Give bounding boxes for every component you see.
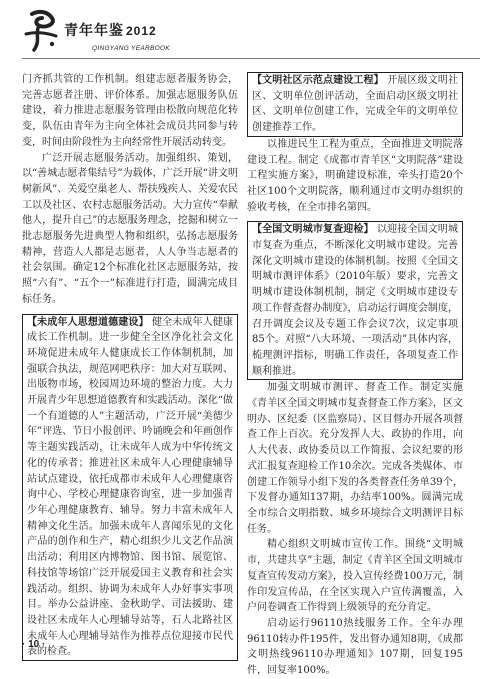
section-box-minors-moral-education <box>22 314 238 661</box>
paragraph: 广泛开展志愿服务活动。加强组织、策划，以“善城志愿者集结号”为载体，广泛开展“讲文明树新风”、关爱空巢老人、帮扶残疾人、关爱农民工以及社区、农村志愿服务活动。大力宣传“奉献他人，提升自己”的志愿服务理念，挖掘和树立一批志愿服务先进典型人物和组织，弘扬志愿服务精神，营造人人都是志愿者，人人争当志愿者的社会氛围。确定12个标准化社区志愿服务站，按照“六有”、“五个一”标准进行打造，圆满完成目标任务。 <box>22 152 238 305</box>
section-heading: 【未成年人思想道德建设】 <box>27 316 149 328</box>
section-text: 开展区级文明社区、文明单位创评活动，全面启动区级文明社区、文明单位创建工作，完成全年的文明单位创建推荐工作。 <box>252 75 458 134</box>
paragraph: 加强文明城市测评、督查工作。制定实施《青羊区全国文明城市复查督查工作方案》，区文明办、区纪委（区监察局）、区目督办开展各项督查工作上百次。充分发挥人大、政协的作用，向人大代表、政协委员以工作简报、会议纪要的形式汇报复查迎检工作10余次。完成各类媒体、市创建工作领导小组下发的各类督查任务单39个，下发督办通知137期，办结率100%。圆满完成全市综合文明指数、城乡环境综合文明测评目标任务。 <box>247 382 463 535</box>
header-divider <box>22 58 480 59</box>
section-text: 健全未成年人健康成长工作机制。进一步健全全区净化社会文化环境促进未成年人健康成长工作体制机制，加强联合执法，规范网吧秩序：加大对互联网、出版物市场，校园周边环境的整治力度。大力开展青少年思想道德教育和实践活动。深化“做一个有道德的人”主题活动，广泛开展“美德少年”评选、节日小报创评、吟诵晚会和年画创作等主题实践活动，让未成年人成为中华传统文化的传承者；推进社区未成年人心理健康辅导站试点建设，依托成都市未成年人心理健康咨询中心、学校心理健康咨询室，进一步加强青少年心理健康教育、辅导。努力丰富未成年人精神文化生活。加强未成年人喜闻乐见的文化产品的创作和生产，精心组织少儿文艺作品演出活动；利用区内博物馆、图书馆、展览馆、科技馆等场馆广泛开展爱国主义教育和社会实践活动。组织、协调为未成年人办好事实事项目。举办公益讲座、金秋助学、司法援助、建设社区未成年人心理辅导站等，石人北路社区未成年人心理辅导站作为推荐点位迎接市民代表的检查。 <box>27 316 233 658</box>
yearbook-title: 青年年鉴 2012 <box>64 23 157 39</box>
paragraph: 启动运行96110热线服务工作。全年办理96110转办件195件，发出督办通知8期，《成都文明热线96110办理通知》107期，回复195件，回复率100%。 <box>247 617 463 677</box>
paragraph: 精心组织文明城市宣传工作。围绕“文明城市，共建共享”主题，制定《青羊区全国文明城市复查宣传发动方案》，投入宣传经费100万元，制作印发宣传品，在全区实现入户宣传满覆盖，入户问卷调查工作得到上级领导的充分肯定。 <box>247 539 463 614</box>
section-text: 以迎接全国文明城市复查为重点，不断深化文明城市建设。完善深化文明城市建设的体制机制。按照《全国文明城市测评体系》（2010年版）要求，完善文明城市建设体制机制，制定《文明城市建设专项工作督查督办制度》，启动运行调度会制度，召开调度会议及专题工作会议7次，议定事项85个。对照“八大环境、一项活动”具体内容，梳理测评指标，明确工作责任，各项复查工作顺利推进。 <box>252 224 458 377</box>
qingyang-brush-logo-icon <box>22 8 62 54</box>
paragraph: 以推进民生工程为重点，全面推进文明院落建设工程。制定《成都市青羊区“文明院落”建设工程实施方案》，明确建设标准，牵头打造20个社区100个文明院落，顺利通过市文明办组织的验收考核，在全市排名第四。 <box>247 138 463 213</box>
right-column <box>247 72 463 679</box>
page-header <box>22 8 462 64</box>
left-column <box>22 72 238 661</box>
yearbook-subtitle: QINGYANG YEARBOOK <box>92 45 170 52</box>
page-number: · 10 · <box>22 639 46 650</box>
section-box-civilized-city-review <box>247 221 463 380</box>
section-box-civilized-community <box>247 72 463 137</box>
section-heading: 【全国文明城市复查迎检】 <box>252 224 374 236</box>
section-heading: 【文明社区示范点建设工程】 <box>252 75 384 86</box>
paragraph: 门齐抓共管的工作机制。组建志愿者服务协会，完善志愿者注册、评价体系。加强志愿服务队伍建设，着力推进志愿服务管理由松散向规范化转变，队伍由青年为主向全体社会成员共同参与转变，时间由阶段性为主向经常性开展活动转变。 <box>22 74 238 148</box>
